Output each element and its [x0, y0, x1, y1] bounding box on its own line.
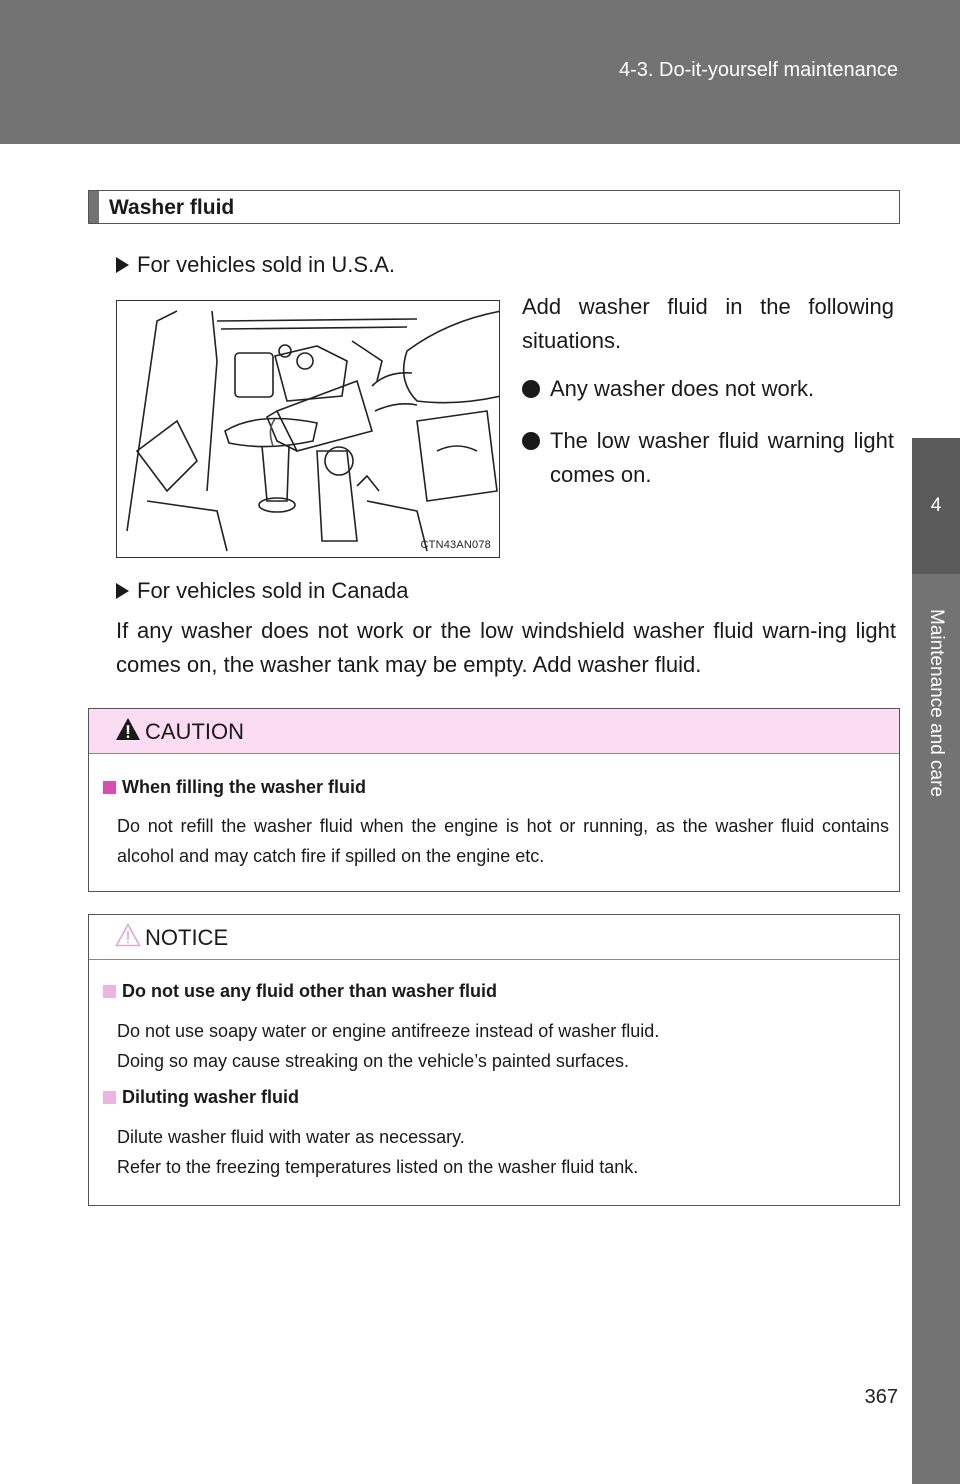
chapter-side-tab — [912, 438, 960, 1484]
square-bullet-icon — [103, 781, 116, 794]
notice-item-text: Dilute washer fluid with water as necessary. Refer to the freezing temperatures listed on the washer fluid tank. — [117, 1127, 639, 1177]
usa-label: For vehicles sold in U.S.A. — [137, 252, 395, 277]
notice-item-text: Do not use soapy water or engine antifreeze instead of washer fluid. Doing so may cause streaking on the vehicle’s painted surfaces. — [117, 1021, 660, 1071]
notice-box — [88, 914, 900, 1206]
section-title: 4-3. Do-it-yourself maintenance — [618, 59, 898, 81]
notice-triangle-icon — [115, 923, 141, 947]
caution-item-text: Do not refill the washer fluid when the engine is hot or running, as the washer fluid contains alcohol and may catch fire if spilled on the engine etc. — [117, 816, 889, 866]
page-number: 367 — [864, 1386, 898, 1408]
bullet-dot-icon — [522, 432, 540, 450]
washer-fluid-illustration — [116, 300, 500, 558]
notice-header — [89, 915, 899, 960]
caution-box — [88, 708, 900, 892]
section-heading-text: Washer fluid — [109, 196, 235, 219]
situation-item — [522, 424, 894, 492]
arrow-right-icon — [116, 583, 129, 599]
canada-label-line — [116, 578, 408, 604]
canada-label: For vehicles sold in Canada — [137, 578, 409, 603]
page-header — [0, 0, 960, 144]
section-heading — [88, 190, 900, 224]
usa-label-line — [116, 252, 395, 278]
figure-code: CTN43AN078 — [420, 539, 491, 551]
refill-intro-text: Add washer fluid in the following situations. — [522, 294, 894, 353]
bullet-dot-icon — [522, 380, 540, 398]
square-bullet-icon — [103, 1091, 116, 1104]
canada-instructions: If any washer does not work or the low windshield washer fluid warn-ing light comes on, the washer tank may be empty. Add washer fluid. — [116, 618, 896, 677]
caution-item-heading: When filling the washer fluid — [103, 777, 366, 798]
caution-title: CAUTION — [145, 719, 244, 744]
caution-header — [89, 709, 899, 754]
square-bullet-icon — [103, 985, 116, 998]
situation-text: The low washer fluid warning light comes on. — [550, 428, 894, 487]
chapter-label: Maintenance and care — [926, 608, 948, 798]
washer-refill-drawing — [117, 301, 500, 558]
situation-item — [522, 372, 894, 406]
refill-intro — [522, 290, 894, 358]
notice-item-heading: Do not use any fluid other than washer fluid — [103, 981, 497, 1002]
situation-text: Any washer does not work. — [550, 376, 815, 401]
arrow-right-icon — [116, 257, 129, 273]
notice-title: NOTICE — [145, 925, 229, 950]
warning-triangle-icon — [115, 717, 141, 741]
notice-item-heading: Diluting washer fluid — [103, 1087, 299, 1108]
chapter-number: 4 — [912, 438, 960, 574]
